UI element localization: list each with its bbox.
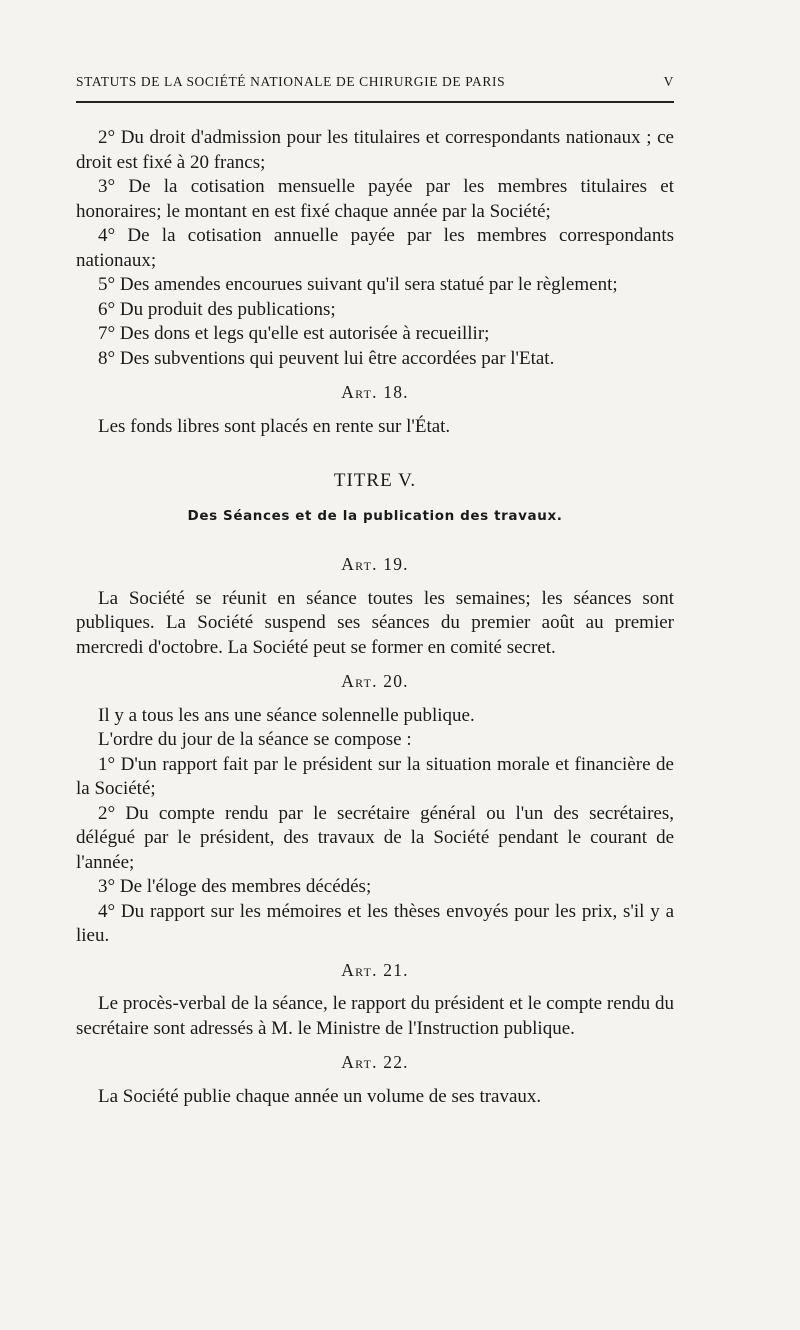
list-item: 3° De la cotisation mensuelle payée par les membres titulaires et honoraires; le montant en est fixé chaque année par la Société; xyxy=(76,176,674,222)
list-item: 6° Du produit des publications; xyxy=(98,298,336,320)
article-heading-22: Art. 22. xyxy=(341,1052,409,1072)
article-heading-18: Art. 18. xyxy=(341,382,409,402)
article-heading-19: Art. 19. xyxy=(341,554,409,574)
list-item: 8° Des subventions qui peuvent lui être accordées par l'Etat. xyxy=(98,347,555,369)
header-rule xyxy=(76,101,674,103)
list-item: 5° Des amendes encourues suivant qu'il sera statué par le règlement; xyxy=(98,274,618,295)
list-item: 1° D'un rapport fait par le président sur la situation morale et financière de la Société; xyxy=(76,753,674,799)
article-18-text: Les fonds libres sont placés en rente sur l'État. xyxy=(98,415,451,437)
running-head xyxy=(76,74,674,90)
running-title: STATUTS DE LA SOCIÉTÉ NATIONALE DE CHIRURGIE DE PARIS xyxy=(76,74,506,89)
body-text xyxy=(76,126,674,1109)
article-20-intro: Il y a tous les ans une séance solennelle publique. xyxy=(98,704,475,726)
list-item: 7° Des dons et legs qu'elle est autorisée à recueillir; xyxy=(98,323,490,344)
article-heading-20: Art. 20. xyxy=(341,671,409,691)
article-22-text: La Société publie chaque année un volume de ses travaux. xyxy=(98,1085,542,1107)
list-item: 2° Du compte rendu par le secrétaire général ou l'un des secrétaires, délégué par le président, des travaux de la Société pendant le courant de l'année; xyxy=(76,802,674,873)
article-heading-21: Art. 21. xyxy=(341,959,409,980)
list-item: 3° De l'éloge des membres décédés; xyxy=(98,876,372,897)
list-item: 2° Du droit d'admission pour les titulaires et correspondants nationaux ; ce droit est fixé à 20 francs; xyxy=(76,127,674,173)
article-19-text: La Société se réunit en séance toutes les semaines; les séances sont publiques. La Société suspend ses séances du premier août au premier mercredi d'octobre. La Société peut se former en comité secret. xyxy=(76,587,674,658)
article-20-order: L'ordre du jour de la séance se compose : xyxy=(98,729,412,750)
list-item: 4° Du rapport sur les mémoires et les thèses envoyés pour les prix, s'il y a lieu. xyxy=(76,900,674,946)
titre-subtitle: Des Séances et de la publication des travaux. xyxy=(187,507,563,524)
page-number: V xyxy=(663,74,674,89)
list-item: 4° De la cotisation annuelle payée par les membres correspondants nationaux; xyxy=(76,225,674,271)
article-21-text: Le procès-verbal de la séance, le rapport du président et le compte rendu du secrétaire sont adressés à M. le Ministre de l'Instruction publique. xyxy=(76,993,674,1039)
titre-heading: TITRE V. xyxy=(333,470,417,491)
